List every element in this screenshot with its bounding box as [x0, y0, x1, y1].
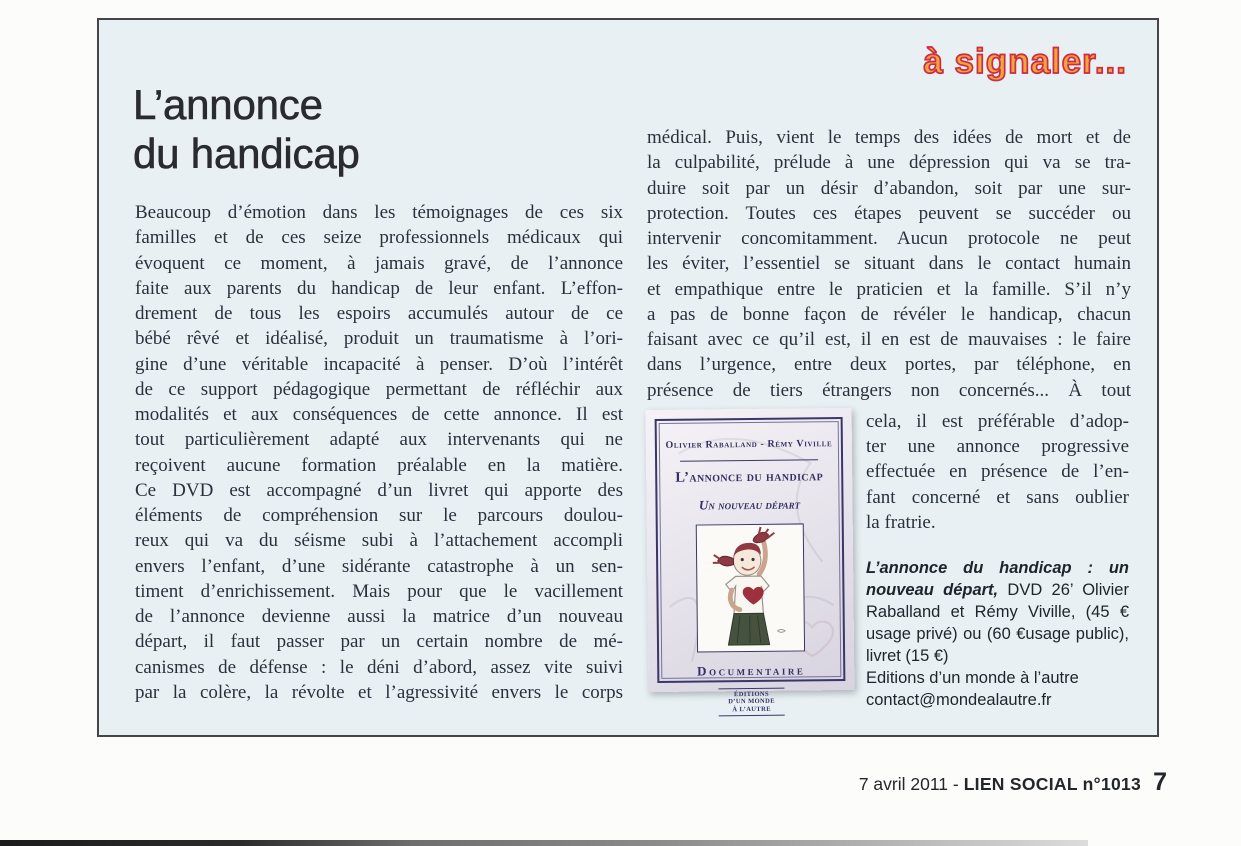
text-line: protection. Toutes ces étapes peuvent se succéder ou	[647, 202, 1131, 224]
cover-title: L’annonce du handicap	[675, 468, 824, 486]
caption-title: L’annonce du handicap : un nouveau départ,	[866, 559, 1129, 599]
scanner-edge-artifact	[0, 840, 1088, 846]
text-line: la fratrie.	[866, 511, 936, 533]
text-line: Ce DVD est accompagné d’un livret qui apporte des	[135, 479, 623, 501]
text-line: a pas de bonne façon de révéler le handicap, chacun	[647, 303, 1131, 325]
text-line: fant concerné et sans oublier	[866, 486, 1129, 508]
text-line: duire soit par un désir d’abandon, soit par une sur-	[647, 177, 1131, 199]
footer-page-number: 7	[1153, 768, 1167, 796]
article-right-column-text	[647, 125, 1131, 403]
text-line: tout particulièrement adapté aux intervenants qui ne	[135, 429, 623, 451]
article-title-line1: L’annonce	[133, 81, 323, 128]
text-line: médical. Puis, vient le temps des idées de mort et de	[647, 127, 1131, 148]
article-title	[133, 80, 360, 178]
text-line: modalités et aux conséquences de cette annonce. Il est	[135, 404, 623, 425]
text-line: drement de tous les espoirs accumulés autour de ce	[135, 303, 623, 324]
cover-authors: Olivier Raballand - Rémy Viville	[665, 437, 833, 451]
wrap-column	[866, 409, 1129, 711]
cover-frame	[655, 417, 846, 713]
text-line: dans l’urgence, entre deux portes, par téléphone, en	[647, 354, 1131, 376]
text-line: timent d’enrichissement. Mais pour que le vacillement	[135, 580, 623, 602]
text-line: évoquent ce moment, à jamais gravé, de l’annonce	[135, 252, 623, 274]
article-left-column	[135, 200, 623, 705]
text-line: D’UN MONDE	[728, 697, 776, 705]
text-line: reux qui va du séisme subi à l’attachement accompli	[135, 530, 623, 552]
text-line: cela, il est préférable d’adop-	[866, 410, 1129, 432]
footer-date: 7 avril 2011 -	[858, 774, 959, 794]
text-line: de ce support pédagogique permettant de réfléchir aux	[135, 378, 623, 400]
text-line: effectuée en présence de l’en-	[866, 461, 1129, 483]
text-line: et empathique entre le praticien et la famille. S’il n’y	[647, 278, 1131, 300]
text-line: départ, il faut passer par un certain nombre de mé-	[135, 631, 623, 653]
cover-and-caption-row	[647, 409, 1131, 711]
caption-publisher: Editions d’un monde à l’autre	[866, 669, 1079, 687]
text-line: intervenir concomitamment. Aucun protocole ne peut	[647, 228, 1131, 249]
page-footer	[859, 768, 1167, 797]
text-line: À L’AUTRE	[732, 705, 771, 713]
text-line: présence de tiers étrangers non concernés... À tout	[647, 379, 1131, 401]
wrap-column-text	[866, 409, 1129, 535]
text-line: par la colère, la révolte et l’agressivité envers le corps	[135, 681, 623, 703]
caption-main	[866, 557, 1129, 667]
cover-frame-inner	[659, 421, 842, 713]
article-right-column	[647, 125, 1131, 711]
cover-genre: Documentaire	[697, 661, 806, 679]
text-line: faite aux parents du handicap de leur enfant. L’effon-	[135, 277, 623, 299]
text-line: gine d’une véritable incapacité à penser. D’où l’intérêt	[135, 353, 623, 375]
magazine-page	[97, 18, 1159, 737]
text-line: envers l’enfant, d’une sidérante catastrophe à un sen-	[135, 555, 623, 577]
footer-journal-name: LIEN SOCIAL n°1013	[963, 774, 1142, 794]
cover-rule	[680, 459, 819, 461]
article-title-line2: du handicap	[133, 130, 360, 177]
section-label: à signaler...	[923, 42, 1127, 81]
dvd-cover	[646, 408, 855, 713]
text-line: reçoivent aucune formation préalable en la matière.	[135, 454, 623, 476]
caption-details: DVD 26’ Olivier Raballand et Rémy Viville, (45 € usage privé) ou (60 €usage public), livret (15 €)	[866, 581, 1129, 665]
text-line: les éviter, l’essentiel se situant dans le contact humain	[647, 253, 1131, 275]
text-line: bébé rêvé et idéalisé, produit un traumatisme à l’ori-	[135, 328, 623, 350]
text-line: ÉDITIONS	[733, 690, 770, 698]
cover-subtitle: Un nouveau départ	[698, 495, 801, 512]
text-line: éléments de compréhension sur le parcours doulou-	[135, 505, 623, 526]
text-line: la culpabilité, prélude à une dépression qui va se tra-	[647, 152, 1131, 174]
child-illustration	[698, 524, 803, 649]
caption-email: contact@mondealautre.fr	[866, 691, 1052, 709]
cover-publisher-logo	[718, 687, 784, 715]
text-line: de l’annonce devienne aussi la matrice d’un nouveau	[135, 606, 623, 627]
text-line: faisant avec ce qu’il est, il en est de mauvaises : le faire	[647, 329, 1131, 350]
text-line: canismes de défense : le déni d’abord, assez vite suivi	[135, 656, 623, 678]
text-line: ter une annonce progressive	[866, 436, 1129, 457]
dvd-caption	[866, 557, 1129, 711]
cover-illustration	[696, 523, 805, 652]
text-line: Beaucoup d’émotion dans les témoignages de ces six	[135, 202, 623, 223]
text-line: familles et de ces seize professionnels médicaux qui	[135, 227, 623, 249]
